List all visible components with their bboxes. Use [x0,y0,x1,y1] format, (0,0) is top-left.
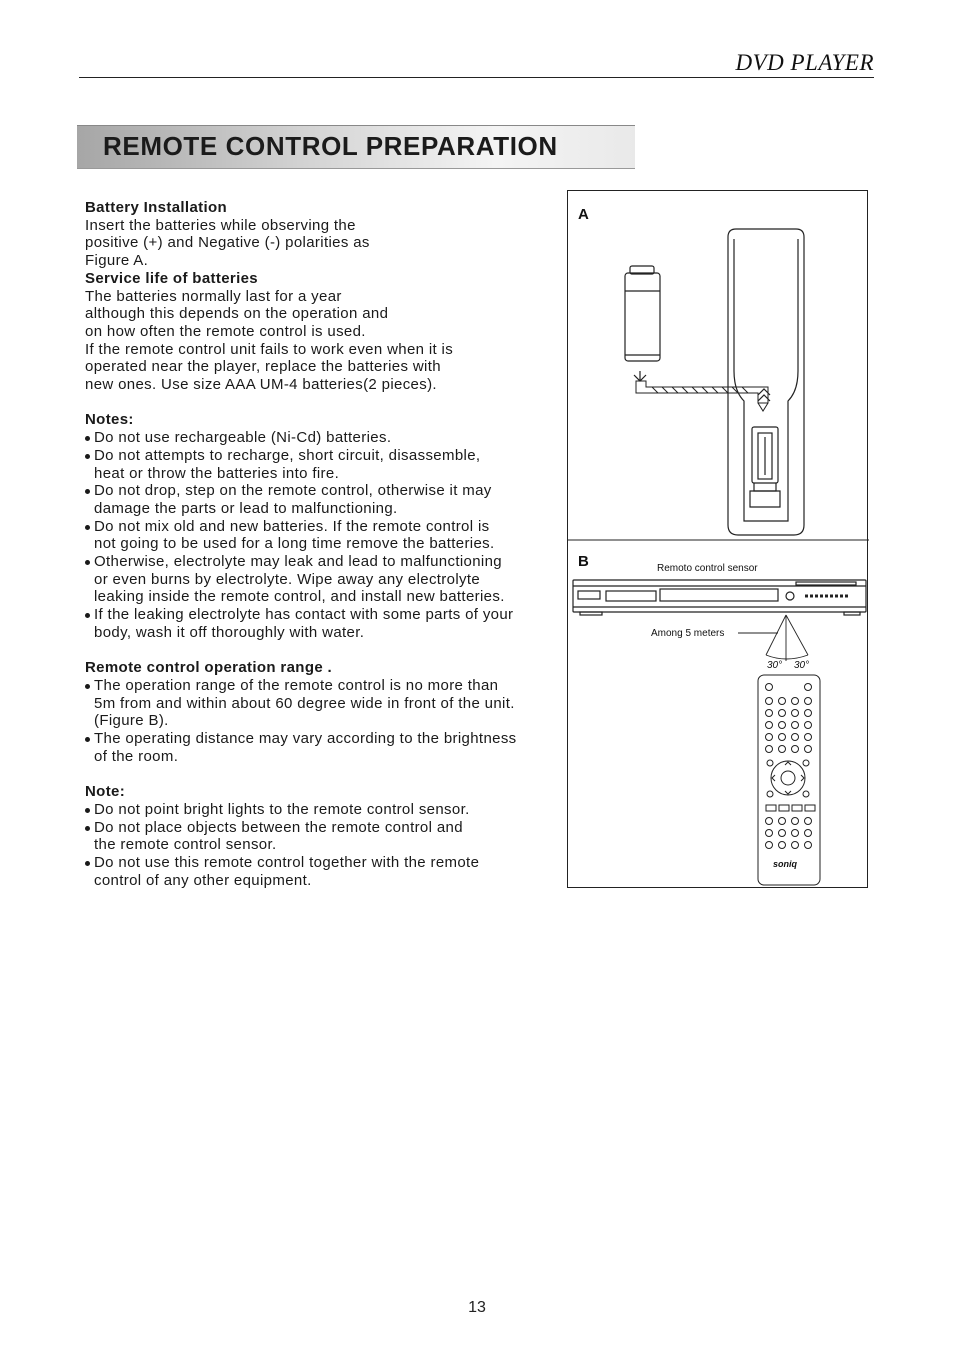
angle-right-label: 30° [794,660,810,671]
text-line: operated near the player, replace the batteries with [85,358,441,376]
notes-item [85,447,563,482]
figure-b-label: B [578,553,589,570]
text-line: on how often the remote control is used. [85,322,366,340]
sensor-label: Remoto control sensor [657,563,758,574]
text-line: Do not use rechargeable (Ni-Cd) batteries. [94,429,392,447]
section-banner [77,125,635,169]
note-item [85,801,563,819]
notes-item [85,429,563,447]
remote-front-illustration [758,675,820,885]
text-line: Insert the batteries while observing the [85,216,356,234]
spacer [85,642,563,660]
notes-item [85,553,563,606]
operation-range-item [85,730,563,765]
text-line: Do not drop, step on the remote control, otherwise it may [94,482,492,500]
brand-logo: soniq [773,859,797,869]
header-rule [79,77,874,78]
header-title: DVD PLAYER [735,50,874,75]
note-heading: Note: [85,783,126,801]
notes-item [85,482,563,517]
figure-box [567,190,868,888]
text-line: leaking inside the remote control, and install new batteries. [94,588,505,606]
battery-installation-heading: Battery Installation [85,199,228,216]
note-item [85,854,563,889]
operation-range-item [85,677,563,730]
notes-heading: Notes: [85,411,134,429]
text-line: the remote control sensor. [94,836,277,854]
battery-installation-text [85,217,563,270]
text-line: although this depends on the operation and [85,305,389,323]
operation-range-heading: Remote control operation range . [85,659,333,677]
text-line: of the room. [94,747,179,765]
text-line: The batteries normally last for a year [85,287,342,305]
text-line: The operating distance may vary according to the brightness [94,730,517,748]
text-line: heat or throw the batteries into fire. [94,464,340,482]
text-line: Do not attempts to recharge, short circuit, disassemble, [94,446,481,464]
text-line: Otherwise, electrolyte may leak and lead to malfunctioning [94,553,502,571]
text-line: If the remote control unit fails to work even when it is [85,340,454,358]
text-line: positive (+) and Negative (-) polarities as [85,234,370,252]
text-line: not going to be used for a long time remove the batteries. [94,535,495,553]
remote-back-illustration [728,229,804,535]
text-line: Figure A. [85,252,149,270]
text-line: or even burns by electrolyte. Wipe away any electrolyte [94,570,481,588]
insertion-arrow-illustration [636,381,768,411]
text-line: control of any other equipment. [94,871,312,889]
note-item [85,819,563,854]
signal-range-illustration [738,615,808,661]
notes-item [85,606,563,641]
figure-a-label: A [578,206,589,223]
notes-item [85,518,563,553]
service-life-heading: Service life of batteries [85,269,258,287]
text-line: (Figure B). [94,712,169,730]
text-line: 5m from and within about 60 degree wide in front of the unit. [94,694,515,712]
section-title: REMOTE CONTROL PREPARATION [103,131,558,161]
angle-left-label: 30° [767,660,783,671]
spacer [85,394,563,412]
spacer [85,765,563,783]
figure-illustration [568,191,869,889]
page-number: 13 [468,1299,486,1316]
text-line: body, wash it off thoroughly with water. [94,623,365,641]
text-line: The operation range of the remote control is no more than [94,676,499,694]
instructions-column [85,199,563,889]
text-line: Do not point bright lights to the remote control sensor. [94,800,470,818]
text-line: damage the parts or lead to malfunctioning. [94,499,398,517]
distance-label: Among 5 meters [651,628,725,639]
battery-cover-illustration [625,266,660,381]
text-line: If the leaking electrolyte has contact with some parts of your [94,606,514,624]
text-line: Do not use this remote control together with the remote [94,853,480,871]
text-line: Do not mix old and new batteries. If the remote control is [94,517,490,535]
text-line: new ones. Use size AAA UM-4 batteries(2 pieces). [85,376,437,394]
dvd-player-illustration [573,580,866,615]
service-life-text [85,288,563,394]
text-line: Do not place objects between the remote control and [94,818,463,836]
